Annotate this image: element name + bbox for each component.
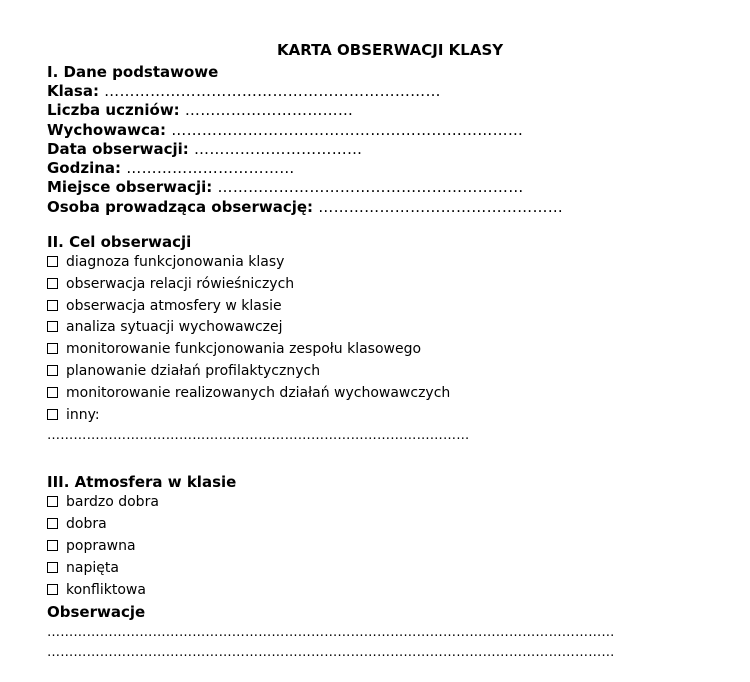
field-observation-place: [47, 178, 707, 197]
field-class-label: Klasa:: [47, 82, 99, 100]
atmosphere-option-label: bardzo dobra: [66, 494, 159, 511]
observations-heading: Obserwacje: [47, 603, 146, 622]
checkbox-icon[interactable]: [47, 300, 58, 311]
purpose-option-label: monitorowanie realizowanych działań wychowawczych: [66, 384, 451, 401]
spacer: [47, 446, 707, 472]
field-class: [47, 82, 707, 101]
purpose-option[interactable]: [47, 383, 707, 405]
field-homeroom-teacher-label: Wychowawca:: [47, 120, 167, 139]
field-observation-date-label: Data obserwacji:: [47, 139, 189, 158]
purpose-option[interactable]: [47, 252, 707, 274]
purpose-option[interactable]: [47, 296, 707, 318]
observation-form: [47, 38, 707, 663]
checkbox-icon[interactable]: [47, 365, 58, 376]
field-observer-label: Osoba prowadząca obserwację:: [47, 197, 314, 216]
section-basic-data-heading: I. Dane podstawowe: [47, 63, 219, 81]
section-atmosphere-heading: III. Atmosfera w klasie: [47, 473, 237, 492]
atmosphere-option-label: poprawna: [66, 538, 136, 555]
purpose-option-label: planowanie działań profilaktycznych: [66, 363, 321, 380]
atmosphere-option[interactable]: [47, 580, 707, 602]
field-hour-label: Godzina:: [47, 159, 122, 178]
observation-line: …………………………………………………………………………………………………………………: [47, 625, 615, 641]
purpose-other-dots: ……………………………………………………………………………………: [47, 428, 470, 444]
field-hour-dots: ……………………………: [126, 159, 295, 178]
atmosphere-option-label: dobra: [66, 516, 107, 533]
checkbox-icon[interactable]: [47, 278, 58, 289]
checkbox-icon[interactable]: [47, 496, 58, 507]
checkbox-icon[interactable]: [47, 562, 58, 573]
checkbox-icon[interactable]: [47, 387, 58, 398]
field-homeroom-teacher: [47, 121, 707, 140]
purpose-option[interactable]: [47, 361, 707, 383]
field-observer: [47, 198, 707, 217]
purpose-option-label: inny:: [66, 406, 100, 423]
checkbox-icon[interactable]: [47, 409, 58, 420]
purpose-option-label: diagnoza funkcjonowania klasy: [66, 254, 285, 271]
checkbox-icon[interactable]: [47, 256, 58, 267]
purpose-option[interactable]: [47, 339, 707, 361]
atmosphere-option[interactable]: [47, 558, 707, 580]
checkbox-icon[interactable]: [47, 584, 58, 595]
atmosphere-option[interactable]: [47, 514, 707, 536]
purpose-option-other[interactable]: [47, 405, 707, 427]
document-title: KARTA OBSERWACJI KLASY: [277, 41, 504, 59]
field-observation-date-dots: ……………………………: [194, 139, 363, 158]
atmosphere-option-label: konfliktowa: [66, 581, 146, 598]
purpose-option[interactable]: [47, 274, 707, 296]
purpose-option-label: obserwacja relacji rówieśniczych: [66, 275, 295, 292]
purpose-option-label: obserwacja atmosfery w klasie: [66, 297, 282, 314]
field-observer-dots: …………………………………………: [318, 197, 564, 216]
field-observation-place-dots: ……………………………………………………: [217, 178, 524, 197]
checkbox-icon[interactable]: [47, 321, 58, 332]
observation-line: …………………………………………………………………………………………………………………: [47, 645, 615, 661]
checkbox-icon[interactable]: [47, 343, 58, 354]
field-observation-date: [47, 140, 707, 159]
checkbox-icon[interactable]: [47, 540, 58, 551]
field-observation-place-label: Miejsce obserwacji:: [47, 178, 213, 197]
purpose-option-label: analiza sytuacji wychowawczej: [66, 319, 283, 336]
atmosphere-option-label: napięta: [66, 559, 119, 576]
field-homeroom-teacher-dots: ……………………………………………………………: [171, 120, 524, 139]
checkbox-icon[interactable]: [47, 518, 58, 529]
purpose-option[interactable]: [47, 317, 707, 339]
field-student-count-dots: ……………………………: [184, 101, 354, 120]
purpose-option-label: monitorowanie funkcjonowania zespołu klasowego: [66, 341, 422, 358]
field-student-count: [47, 101, 707, 120]
field-hour: [47, 159, 707, 178]
section-purpose-heading: II. Cel obserwacji: [47, 233, 192, 252]
spacer: [47, 217, 707, 232]
atmosphere-option[interactable]: [47, 536, 707, 558]
field-class-dots: …………………………………………………………: [104, 82, 441, 100]
field-student-count-label: Liczba uczniów:: [47, 101, 180, 120]
atmosphere-option[interactable]: [47, 492, 707, 514]
